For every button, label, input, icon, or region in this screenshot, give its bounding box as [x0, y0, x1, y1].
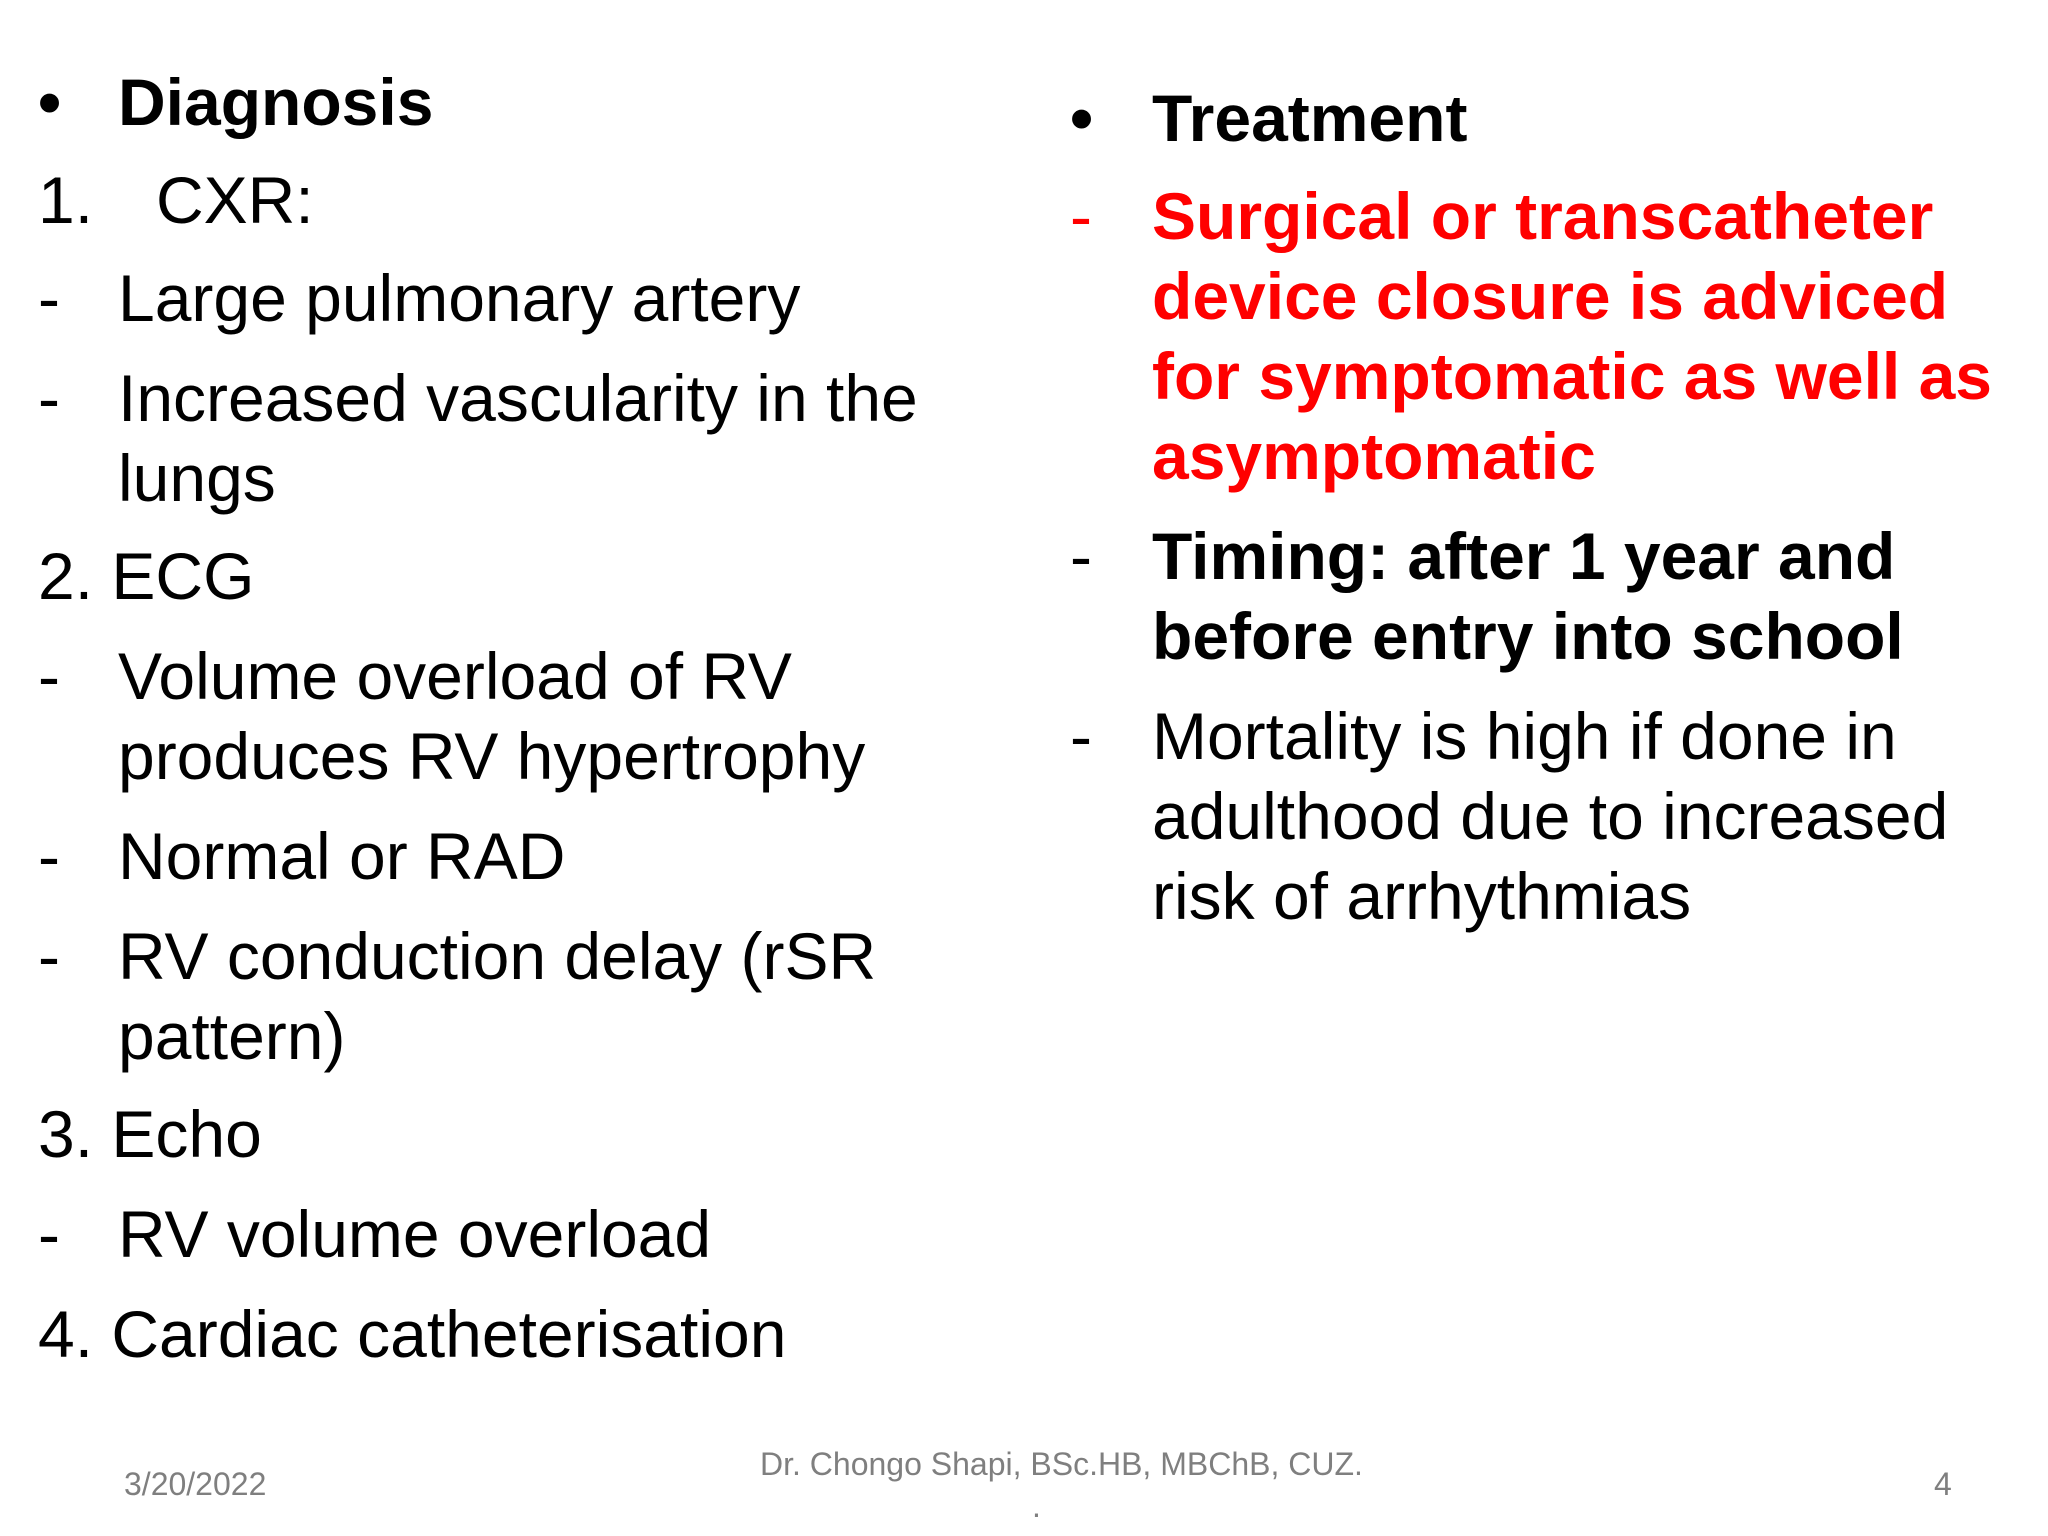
dash-marker: -: [1070, 179, 1092, 253]
ecg-heading: 2. ECG: [38, 539, 255, 613]
echo-heading: 3. Echo: [38, 1097, 262, 1171]
footer-author: Dr. Chongo Shapi, BSc.HB, MBChB, CUZ.: [760, 1446, 1363, 1482]
list-item-text: Increased vascularity in the: [118, 361, 918, 435]
list-item-text: Large pulmonary artery: [118, 261, 801, 335]
list-item-text: RV volume overload: [118, 1197, 712, 1271]
list-item-text: asymptomatic: [1152, 419, 1596, 493]
list-item-text: lungs: [118, 441, 276, 515]
bullet-icon: •: [38, 65, 62, 139]
dash-marker: -: [38, 919, 60, 993]
dash-marker: -: [38, 361, 60, 435]
footer-date: 3/20/2022: [124, 1466, 267, 1502]
list-item-text: for symptomatic as well as: [1152, 339, 1992, 413]
dash-marker: -: [1070, 699, 1092, 773]
list-item-text: adulthood due to increased: [1152, 779, 1949, 853]
list-item-text: Volume overload of RV: [118, 639, 792, 713]
list-item-text: before entry into school: [1152, 599, 1904, 673]
footer-author-dot: .: [1032, 1488, 1041, 1524]
treatment-heading: Treatment: [1152, 81, 1468, 155]
diagnosis-heading: Diagnosis: [118, 65, 434, 139]
list-item-text: RV conduction delay (rSR: [118, 919, 877, 993]
cardiac-catheterisation-heading: 4. Cardiac catheterisation: [38, 1297, 787, 1371]
list-item-text: produces RV hypertrophy: [118, 719, 866, 793]
footer-page-number: 4: [1934, 1466, 1952, 1502]
dash-marker: -: [38, 261, 60, 335]
bullet-icon: •: [1070, 81, 1094, 155]
list-item-text: Surgical or transcatheter: [1152, 179, 1934, 253]
list-item-text: risk of arrhythmias: [1152, 859, 1692, 933]
list-item-text: device closure is adviced: [1152, 259, 1949, 333]
dash-marker: -: [38, 639, 60, 713]
list-item-text: Timing: after 1 year and: [1152, 519, 1896, 593]
list-number: 1.: [38, 163, 94, 237]
dash-marker: -: [1070, 519, 1092, 593]
list-item-text: Normal or RAD: [118, 819, 566, 893]
dash-marker: -: [38, 1197, 60, 1271]
list-item-text: pattern): [118, 999, 346, 1073]
dash-marker: -: [38, 819, 60, 893]
cxr-heading: CXR:: [156, 163, 314, 237]
list-item-text: Mortality is high if done in: [1152, 699, 1897, 773]
